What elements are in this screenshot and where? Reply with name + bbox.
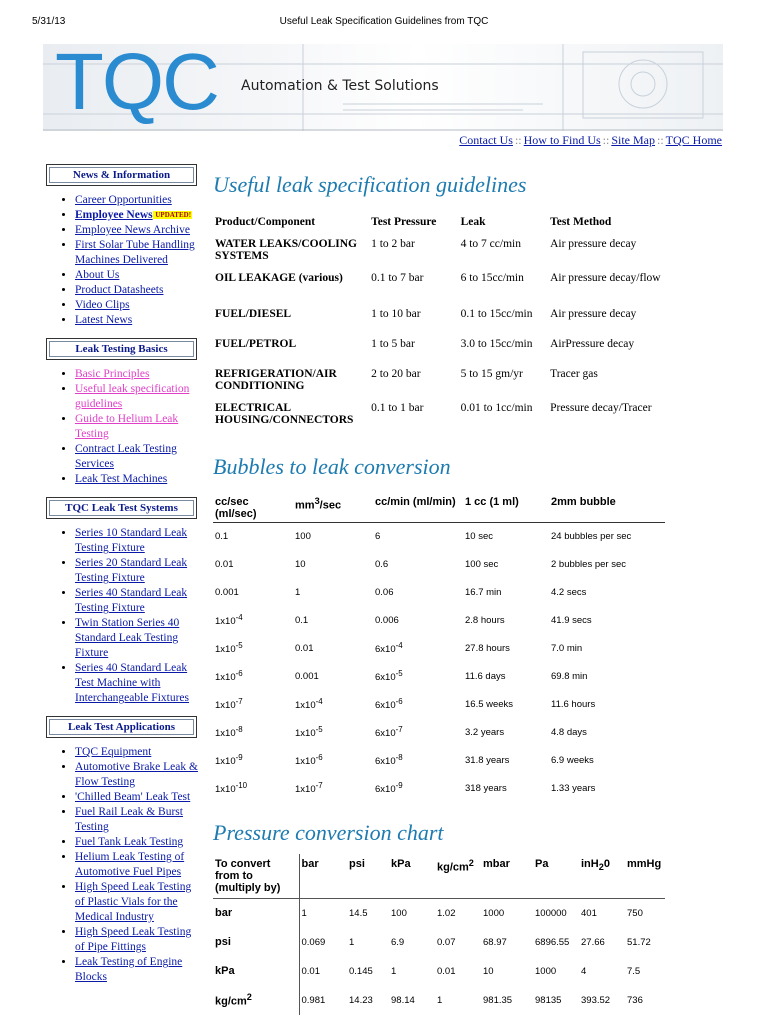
sidebar-link-series-40-standard-leak-testing-fixture[interactable]: Series 40 Standard Leak Testing Fixture [75,587,188,615]
table-cell: 27.8 hours [465,643,510,654]
table-cell: WATER LEAKS/COOLING SYSTEMS [215,238,357,262]
table-cell: $1x10^{-6}$ [295,753,323,768]
sidebar-link-helium-leak-testing-of-automotive-fuel-pipes[interactable]: Helium Leak Testing of Automotive Fuel Pipes [75,851,185,879]
sidebar-link-chilled-beam-leak-test[interactable]: 'Chilled Beam' Leak Test [75,791,191,804]
table-cell: FUEL/PETROL [215,338,297,350]
table-cell: 41.9 secs [551,615,592,626]
table-row [213,635,665,663]
table-row [213,551,665,579]
sidebar-list [40,193,203,328]
table-cell: $1x10^{-7}$ [295,781,323,796]
pressure-heading: Pressure conversion chart [213,820,444,845]
table-cell: 6.9 [391,936,405,948]
table-cell: $1x10^{-5}$ [295,725,323,740]
table-cell: 4 to 7 cc/min [460,238,521,250]
bubbles-table [213,496,665,803]
sidebar-link-employee-news[interactable]: Employee News [75,209,153,222]
print-title: Useful Leak Specification Guidelines from TQC [279,16,489,27]
column-header: 2mm bubble [549,496,665,523]
sidebar-heading-leak-test-applications: Leak Test Applications [46,716,197,738]
table-cell: 0.006 [375,615,399,626]
table-header-row [213,854,665,899]
sidebar-item [75,382,203,412]
table-cell: 6896.55 [535,936,570,948]
table-cell: 100 [391,907,407,919]
sidebar-item [75,745,203,760]
table-cell: Air pressure decay [550,308,637,320]
sidebar-link-twin-station-series-40-standard-leak-testing-fixture[interactable]: Twin Station Series 40 Standard Leak Testing Fixture [75,617,180,660]
table-cell: 0.01 to 1cc/min [460,402,533,414]
print-date: 5/31/13 [32,16,66,27]
column-header: cc/min (ml/min) [373,496,463,523]
column-header: Leak [460,216,486,228]
sidebar-item [75,835,203,850]
table-cell: 1 [295,587,301,598]
table-cell: 0.01 [301,965,320,977]
column-header: $kg/cm^2$ [435,854,481,899]
table-cell: 6.9 weeks [551,755,594,766]
sidebar-item [75,238,203,268]
sidebar-item [75,193,203,208]
column-header: Test Pressure [371,216,437,228]
sidebar-item [75,616,203,661]
sidebar [40,164,203,995]
sidebar-item [75,223,203,238]
sidebar-link-leak-test-machines[interactable]: Leak Test Machines [75,473,168,486]
toplink-how-to-find-us[interactable]: How to Find Us [523,133,601,147]
table-cell: 6 [375,531,381,543]
sidebar-link-video-clips[interactable]: Video Clips [75,299,130,312]
sidebar-item [75,586,203,616]
sidebar-link-series-20-standard-leak-testing-fixture[interactable]: Series 20 Standard Leak Testing Fixture [75,557,188,585]
table-cell: 736 [627,994,643,1006]
table-cell: 5 to 15 gm/yr [460,368,523,380]
sidebar-link-fuel-rail-leak-burst-testing[interactable]: Fuel Rail Leak & Burst Testing [75,806,183,834]
sidebar-link-leak-testing-of-engine-blocks[interactable]: Leak Testing of Engine Blocks [75,956,183,984]
sidebar-link-useful-leak-specification-guidelines[interactable]: Useful leak specification guidelines [75,383,190,411]
link-separator: :: [602,133,610,147]
sidebar-item [75,268,203,283]
table-cell: 401 [581,907,597,919]
table-cell: $1x10^{-7}$ [215,697,243,712]
table-row [213,523,665,551]
table-cell: $1x10^{-9}$ [215,753,243,768]
table-cell: OIL LEAKAGE (various) [215,272,343,284]
table-header-row [213,496,665,523]
table-cell: 51.72 [627,936,651,948]
sidebar-item [75,442,203,472]
table-cell: 0.01 [215,559,234,570]
table-cell: FUEL/DIESEL [215,308,292,320]
table-cell: psi [213,928,299,957]
table-cell: 0.069 [301,936,326,948]
table-cell: $1x10^{-10}$ [215,781,248,796]
table-cell: 750 [627,907,643,919]
table-cell: 11.6 hours [551,699,596,710]
table-row [213,306,673,336]
table-cell: 100 sec [465,559,499,570]
column-header: cc/sec (ml/sec) [213,496,293,523]
sidebar-item [75,412,203,442]
table-cell: 6 to 15cc/min [460,272,524,284]
table-row [213,928,665,957]
column-header: Product/Component [215,216,316,228]
table-cell: 1.33 years [551,783,596,794]
sidebar-link-contract-leak-testing-services[interactable]: Contract Leak Testing Services [75,443,177,471]
table-cell: 318 years [465,783,507,794]
table-cell: 1 [391,965,397,977]
column-header: Pa [533,854,579,899]
sidebar-link-high-speed-leak-testing-of-pipe-fittings[interactable]: High Speed Leak Testing of Pipe Fittings [75,926,192,954]
column-header: mbar [481,854,533,899]
sidebar-item [75,661,203,706]
table-cell: 69.8 min [551,671,588,682]
table-cell: 0.1 to 1 bar [371,402,424,414]
table-cell: 10 sec [465,531,493,543]
toplink-tqc-home[interactable]: TQC Home [665,133,722,147]
table-row [213,986,665,1015]
sidebar-item [75,556,203,586]
table-cell: Air pressure decay [550,238,637,250]
table-cell: 0.01 [437,965,456,977]
table-cell: 0.6 [375,559,389,570]
table-row [213,663,665,691]
sidebar-link-series-10-standard-leak-testing-fixture[interactable]: Series 10 Standard Leak Testing Fixture [75,527,188,555]
table-cell: 68.97 [483,936,507,948]
table-cell: $6x10^{-7}$ [375,725,403,740]
sidebar-link-fuel-tank-leak-testing[interactable]: Fuel Tank Leak Testing [75,836,184,849]
table-cell: $1x10^{-4}$ [295,697,323,712]
table-cell: 4.2 secs [551,587,587,598]
table-cell: 16.7 min [465,587,502,598]
table-row [213,719,665,747]
table-cell: Tracer gas [550,368,598,380]
table-cell: 24 bubbles per sec [551,531,632,543]
table-cell: $1x10^{-6}$ [215,669,243,684]
table-row [213,579,665,607]
bubbles-heading: Bubbles to leak conversion [213,454,451,479]
table-cell: 10 [295,559,306,570]
table-cell: $6x10^{-6}$ [375,697,403,712]
sidebar-link-product-datasheets[interactable]: Product Datasheets [75,284,164,297]
sidebar-item [75,208,203,223]
table-cell: 14.5 [349,907,368,919]
table-cell: 2.8 hours [465,615,505,626]
table-cell: 98135 [535,994,562,1006]
sidebar-link-employee-news-archive[interactable]: Employee News Archive [75,224,190,237]
link-separator: :: [657,133,664,147]
table-cell: 0.001 [295,671,319,682]
table-cell: $6x10^{-8}$ [375,753,403,768]
table-cell: 1000 [483,907,505,919]
print-header [0,16,768,30]
table-cell: $6x10^{-9}$ [375,781,403,796]
table-cell: 0.01 [295,643,314,654]
table-cell: $6x10^{-4}$ [375,641,403,656]
sidebar-link-series-40-standard-leak-test-machine-with-interchangeable-fixtures[interactable]: Series 40 Standard Leak Test Machine with Interchangeable Fixtures [75,662,189,705]
sidebar-list [40,367,203,487]
sidebar-item [75,850,203,880]
main-content [213,172,733,1008]
guidelines-heading: Useful leak specification guidelines [213,172,527,197]
sidebar-item [75,880,203,925]
table-cell: 31.8 years [465,755,510,766]
table-cell: $6x10^{-5}$ [375,669,403,684]
table-cell: 393.52 [581,994,611,1006]
sidebar-item [75,526,203,556]
table-cell: 0.1 [295,615,309,626]
sidebar-item [75,925,203,955]
table-row [213,899,665,928]
table-cell: 100000 [535,907,567,919]
table-cell: $1x10^{-4}$ [215,613,243,628]
sidebar-list [40,526,203,706]
table-cell: 1 to 10 bar [371,308,421,320]
table-cell: 1.02 [437,907,456,919]
toplink-site-map[interactable]: Site Map [611,133,655,147]
table-cell: 1 to 5 bar [371,338,415,350]
table-cell: 1 [437,994,443,1006]
table-cell: REFRIGERATION/AIR CONDITIONING [215,368,337,392]
table-cell: 1000 [535,965,557,977]
toplink-contact-us[interactable]: Contact Us [459,133,513,147]
table-cell: 3.2 years [465,727,505,738]
table-cell: 27.66 [581,936,605,948]
sidebar-link-about-us[interactable]: About Us [75,269,120,282]
column-header: 1 cc (1 ml) [463,496,549,523]
table-cell: $1x10^{-8}$ [215,725,243,740]
table-cell: AirPressure decay [550,338,635,350]
sidebar-link-automotive-brake-leak-flow-testing[interactable]: Automotive Brake Leak & Flow Testing [75,761,198,789]
column-header: kPa [389,854,435,899]
column-header: mmHg [625,854,665,899]
sidebar-link-guide-to-helium-leak-testing[interactable]: Guide to Helium Leak Testing [75,413,179,441]
table-cell: 98.14 [391,994,415,1006]
table-cell: 0.1 [215,531,229,543]
table-cell: 100 [295,531,311,543]
sidebar-item [75,760,203,790]
guidelines-table [213,216,673,430]
table-cell: 0.1 to 15cc/min [460,308,533,320]
top-links [459,133,722,148]
table-cell: 1 to 2 bar [371,238,415,250]
table-cell: 16.5 weeks [465,699,514,710]
table-cell: 2 to 20 bar [371,368,421,380]
table-row [213,366,673,400]
table-cell: 4 [581,965,587,977]
sidebar-heading-news-information: News & Information [46,164,197,186]
sidebar-heading-tqc-leak-test-systems: TQC Leak Test Systems [46,497,197,519]
table-cell: 14.23 [349,994,373,1006]
tqc-banner[interactable] [43,44,723,131]
column-header: inH$_2$0 [579,854,625,899]
table-cell: 11.6 days [465,671,506,682]
sidebar-link-latest-news[interactable]: Latest News [75,314,133,327]
table-cell: 2 bubbles per sec [551,559,626,570]
sidebar-item [75,367,203,382]
table-cell: 0.06 [375,587,394,598]
sidebar-link-tqc-equipment[interactable]: TQC Equipment [75,746,152,759]
table-cell: 4.8 days [551,727,587,738]
sidebar-item [75,313,203,328]
table-row [213,957,665,986]
table-cell: ELECTRICAL HOUSING/CONNECTORS [215,402,354,426]
table-cell: 0.07 [437,936,456,948]
table-cell: 10 [483,965,494,977]
table-cell: Air pressure decay/flow [550,272,661,284]
column-header: bar [299,854,347,899]
column-header: To convert from to (multiply by) [213,854,299,899]
table-cell: $kg/cm^2$ [213,986,299,1015]
sidebar-item [75,955,203,985]
table-row [213,747,665,775]
column-header: psi [347,854,389,899]
table-row [213,400,673,430]
table-row [213,691,665,719]
sidebar-heading-leak-testing-basics: Leak Testing Basics [46,338,197,360]
table-row [213,336,673,366]
updated-badge: UPDATED! [153,211,192,219]
table-header-row [213,216,673,236]
column-header: $mm^3/\sec$ [293,496,373,523]
banner-tagline: Automation & Test Solutions [241,78,439,94]
table-cell: 3.0 to 15cc/min [460,338,533,350]
pressure-table [213,854,665,1015]
sidebar-list [40,745,203,985]
sidebar-link-basic-principles[interactable]: Basic Principles [75,368,150,381]
sidebar-item [75,298,203,313]
table-cell: 0.1 to 7 bar [371,272,424,284]
table-cell: 1 [349,936,355,948]
table-cell: 1 [301,907,307,919]
table-cell: 7.5 [627,965,641,977]
table-cell: 7.0 min [551,643,583,654]
table-cell: $1x10^{-5}$ [215,641,243,656]
table-cell: 0.981 [301,994,326,1006]
table-row [213,775,665,803]
sidebar-item [75,805,203,835]
column-header: Test Method [550,216,612,228]
table-cell: Pressure decay/Tracer [550,402,652,414]
table-row [213,236,673,270]
table-cell: 981.35 [483,994,513,1006]
sidebar-link-high-speed-leak-testing-of-plastic-vials-for-the-medical-industry[interactable]: High Speed Leak Testing of Plastic Vials for the Medical Industry [75,881,192,924]
table-cell: kPa [213,957,299,986]
table-row [213,607,665,635]
sidebar-item [75,283,203,298]
table-row [213,270,673,306]
table-cell: bar [213,899,299,928]
sidebar-link-first-solar-tube-handling-machines-delivered[interactable]: First Solar Tube Handling Machines Delivered [75,239,195,267]
table-cell: 0.001 [215,587,239,598]
table-cell: 0.145 [349,965,373,977]
tqc-logo: TQC [55,44,218,126]
sidebar-link-career-opportunities[interactable]: Career Opportunities [75,194,172,206]
sidebar-item [75,472,203,487]
sidebar-item [75,790,203,805]
link-separator: :: [514,133,522,147]
